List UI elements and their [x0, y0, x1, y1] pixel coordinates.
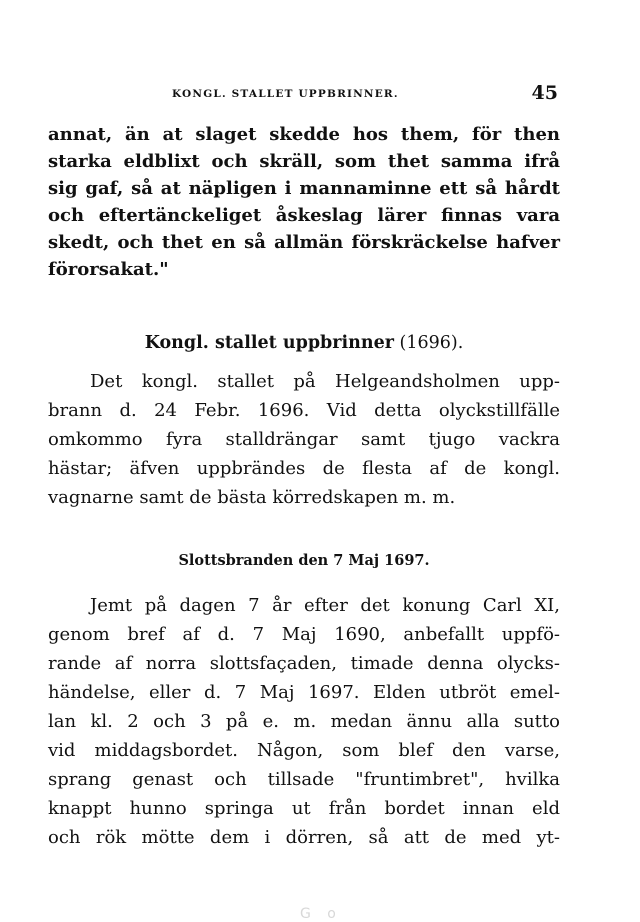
text-line: och rök mötte dem i dörren, så att de med yt-	[48, 827, 560, 848]
heading-year: (1696).	[393, 333, 464, 353]
text-line: starka eldblixt och skräll, som thet samma ifrå	[48, 151, 560, 172]
text-line: genom bref af d. 7 Maj 1690, anbefallt uppfö-	[48, 624, 560, 645]
running-header	[48, 82, 560, 108]
heading-title: Kongl. stallet uppbrinner	[144, 333, 394, 353]
text-line: hästar; äfven uppbrändes de flesta af de kongl.	[48, 458, 560, 479]
text-line: skedt, och thet en så allmän förskräckelse hafver	[48, 232, 560, 253]
text-line: sprang genast och tillsade "fruntimbret", hvilka	[48, 769, 560, 790]
text-line: förorsakat."	[48, 259, 169, 280]
text-line: händelse, eller d. 7 Maj 1697. Elden utbröt emel-	[48, 682, 560, 703]
text-line: Det kongl. stallet på Helgeandsholmen upp-	[90, 371, 560, 392]
text-line: brann d. 24 Febr. 1696. Vid detta olyckstillfälle	[48, 400, 560, 421]
section-heading-stallet	[48, 328, 560, 358]
text-line: omkommo fyra stalldrängar samt tjugo vackra	[48, 429, 560, 450]
text-line: annat, än at slaget skedde hos them, för then	[48, 124, 560, 145]
text-line: och eftertänckeliget åskeslag lärer finnas vara	[48, 205, 560, 226]
section-heading-slottsbranden: Slottsbranden den 7 Maj 1697.	[178, 552, 430, 569]
text-line: lan kl. 2 och 3 på e. m. medan ännu alla sutto	[48, 711, 560, 732]
text-line: vid middagsbordet. Någon, som blef den varse,	[48, 740, 560, 761]
text-line: sig gaf, så at näpligen i mannaminne ett så hårdt	[48, 178, 560, 199]
text-line: knappt hunno springa ut från bordet innan eld	[48, 798, 560, 819]
faint-scan-watermark: G o	[300, 906, 342, 922]
text-line: rande af norra slottsfaçaden, timade denna olycks-	[48, 653, 560, 674]
text-line: vagnarne samt de bästa körredskapen m. m.	[48, 487, 456, 508]
running-title: KONGL. STALLET UPPBRINNER.	[172, 88, 399, 100]
page-number: 45	[531, 82, 558, 104]
text-line: Jemt på dagen 7 år efter det konung Carl XI,	[90, 595, 560, 616]
